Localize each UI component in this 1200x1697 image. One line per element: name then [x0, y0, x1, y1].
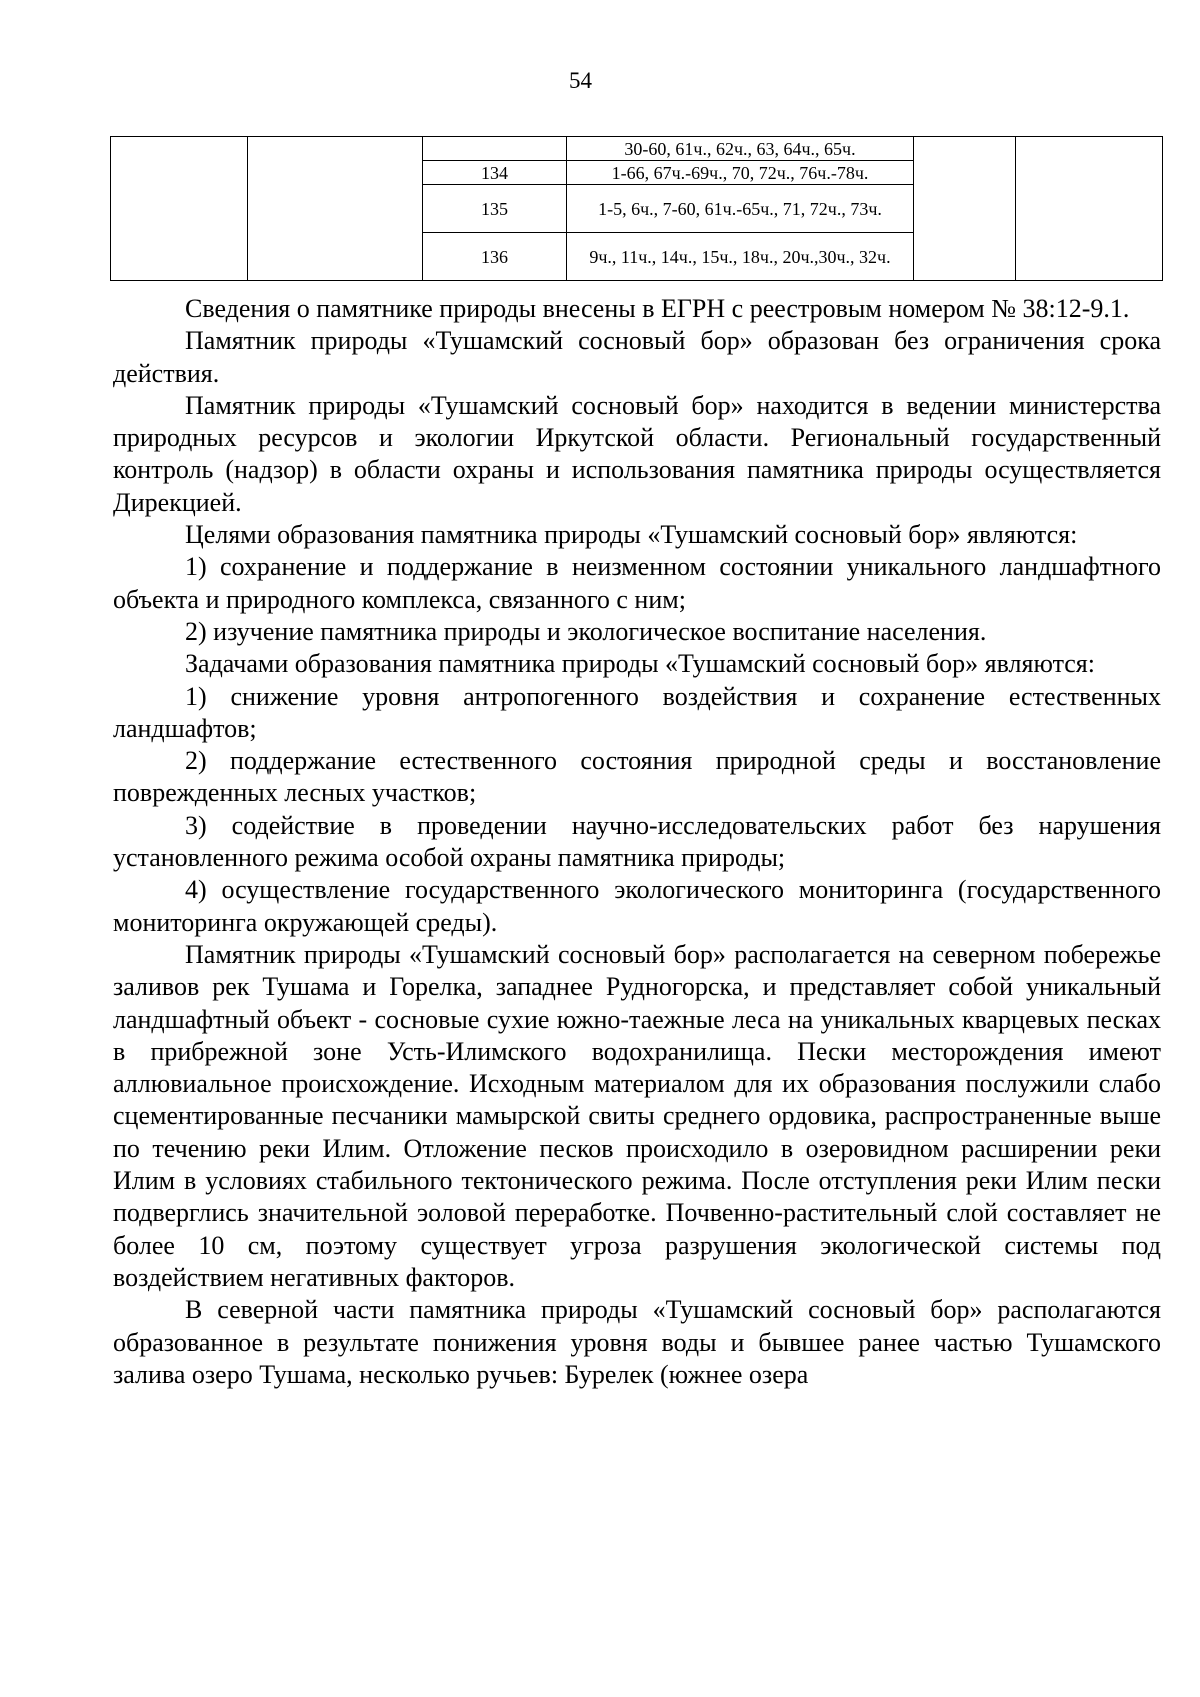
- continuation-table: [110, 136, 1163, 281]
- paragraph: Памятник природы «Тушамский сосновый бор» образован без ограничения срока действия.: [113, 326, 1161, 388]
- paragraph: Задачами образования памятника природы «Тушамский сосновый бор» являются:: [185, 649, 1095, 679]
- table-cell-empty: [914, 137, 1016, 281]
- table-cell-vydely: 1-5, 6ч., 7-60, 61ч.-65ч., 71, 72ч., 73ч.: [567, 185, 914, 233]
- body-text: [113, 293, 1161, 1391]
- paragraph: 2) изучение памятника природы и экологическое воспитание населения.: [185, 616, 987, 646]
- table-cell-empty: [248, 137, 423, 281]
- table-cell-empty: [111, 137, 248, 281]
- page-number: 54: [569, 68, 592, 93]
- paragraph: Памятник природы «Тушамский сосновый бор» располагается на северном побережье заливов рек Тушама и Горелка, западнее Рудногорска, и представляет собой уникальный ландшафтный объект - сосновые сухие южно-таежные леса на уникальных кварцевых песках в прибрежной зоне Усть-Илимского водохранилища. Пески месторождения имеют аллювиальное происхождение. Исходным материалом для их образования послужили слабо сцементированные песчаники мамырской свиты среднего ордовика, распространенные выше по течению реки Илим. Отложение песков происходило в озеровидном расширении реки Илим в условиях стабильного тектонического режима. После отступления реки Илим пески подверглись значительной эоловой переработке. Почвенно-растительный слой составляет не более 10 см, поэтому существует угроза разрушения экологической системы под воздействием негативных факторов.: [113, 939, 1161, 1292]
- paragraph: Целями образования памятника природы «Тушамский сосновый бор» являются:: [185, 520, 1078, 550]
- table-cell-vydely: 9ч., 11ч., 14ч., 15ч., 18ч., 20ч.,30ч., 32ч.: [567, 233, 914, 281]
- paragraph: Сведения о памятнике природы внесены в ЕГРН с реестровым номером № 38:12-9.1.: [185, 294, 1130, 323]
- paragraph: 3) содействие в проведении научно-исследовательских работ без нарушения установленного режима особой охраны памятника природы;: [113, 810, 1161, 873]
- paragraph: В северной части памятника природы «Тушамский сосновый бор» располагаются образованное в результате понижения уровня воды и бывшее ранее частью Тушамского залива озеро Тушама, несколько ручьев: Бурелек (южнее озера: [113, 1295, 1161, 1389]
- table-cell-empty: [1016, 137, 1163, 281]
- paragraph: 2) поддержание естественного состояния природной среды и восстановление поврежденных лесных участков;: [113, 746, 1161, 808]
- paragraph: Памятник природы «Тушамский сосновый бор» находится в ведении министерства природных ресурсов и экологии Иркутской области. Региональный государственный контроль (надзор) в области охраны и использования памятника природы осуществляется Дирекцией.: [113, 390, 1161, 517]
- paragraph: 1) сохранение и поддержание в неизменном состоянии уникального ландшафтного объекта и природного комплекса, связанного с ним;: [113, 552, 1161, 614]
- table-cell-vydely: 1-66, 67ч.-69ч., 70, 72ч., 76ч.-78ч.: [567, 161, 914, 185]
- table-cell-kvartal: 135: [423, 185, 567, 233]
- table-cell-kvartal: [423, 137, 567, 161]
- table-row: [111, 137, 1163, 161]
- paragraph: 4) осуществление государственного экологического мониторинга (государственного мониторинга окружающей среды).: [113, 875, 1161, 937]
- table-cell-vydely: 30-60, 61ч., 62ч., 63, 64ч., 65ч.: [567, 137, 914, 161]
- paragraph: 1) снижение уровня антропогенного воздействия и сохранение естественных ландшафтов;: [113, 681, 1161, 743]
- table-cell-kvartal: 134: [423, 161, 567, 185]
- table-cell-kvartal: 136: [423, 233, 567, 281]
